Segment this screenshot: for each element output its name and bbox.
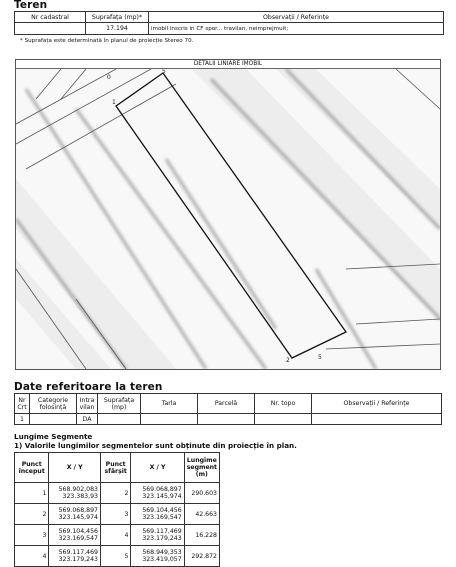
coordinate-value: 323.179,243 [142,535,182,542]
lungime-rows [15,483,220,567]
coordinate-value: 569.104,456 [142,507,182,514]
teren-footnote: * Suprafața este determinată în planul de proiecție Stereo 70. [20,38,194,44]
coordinate-value: 569.068,897 [58,507,98,514]
th-suprafata: Suprafața (mp)* [86,12,149,23]
cell-start-xy [49,546,101,567]
coordinate-value: 569.068,897 [142,486,182,493]
coordinate-value: 323.145,974 [58,514,98,521]
coordinate-value: 323.419,057 [142,556,182,563]
coordinate-value: 323.145,974 [142,493,182,500]
table-row [15,525,220,546]
th-categorie: Categorie folosință [30,394,77,414]
point-label-5: 5 [162,69,166,75]
table-row [15,546,220,567]
table-row [15,483,220,504]
cell-start: 4 [15,546,49,567]
coordinate-value: 569.104,456 [58,528,98,535]
section-title-date-teren: Date referitoare la teren [14,381,163,393]
cell-observatii-ref [312,414,442,425]
th-punct-inceput: Punct început [15,453,49,483]
th-observatii-ref: Observații / Referințe [312,394,442,414]
cell-tarla [141,414,198,425]
date-teren-table [14,393,442,425]
cell-end: 4 [100,525,130,546]
coordinate-value: 568.902,083 [58,486,98,493]
table-row [15,504,220,525]
lungime-subtitle: 1) Valorile lungimilor segmentelor sunt obținute din proiecție în plan. [14,441,297,450]
th-observatii: Observații / Referințe [149,12,444,23]
coordinate-value: 323.179,243 [58,556,98,563]
teren-table [14,11,444,35]
lungime-table [14,452,220,567]
plan-frame [15,59,441,370]
th-suprafata-mp: Suprafața (mp) [98,394,141,414]
cell-length: 16.228 [184,525,219,546]
section-title-lungime: Lungime Segmente [14,432,93,441]
cell-end-xy [131,483,184,504]
cell-start-xy [49,504,101,525]
coordinate-value: 569.117,469 [142,528,182,535]
cell-end: 2 [100,483,130,504]
th-xy-start: X / Y [49,453,101,483]
cell-start: 3 [15,525,49,546]
cell-intravilan: DA [77,414,98,425]
stray-label: 0 [107,74,111,81]
point-label-5b: 5 [318,354,322,361]
th-intravilan: Intra vilan [77,394,98,414]
plan-drawing [16,69,440,369]
th-punct-sfarsit: Punct sfârșit [100,453,130,483]
th-parcela: Parcelă [198,394,255,414]
cell-length: 290.603 [184,483,219,504]
th-nr-cadastral: Nr cadastral [15,12,86,23]
point-label-1: 1 [112,99,116,106]
cell-start-xy [49,525,101,546]
coordinate-value: 569.117,469 [58,549,98,556]
cell-end-xy [131,546,184,567]
cell-nr-crt: 1 [15,414,30,425]
coordinate-value: 323.169,547 [58,535,98,542]
cell-categorie [30,414,77,425]
cell-end-xy [131,504,184,525]
cell-start: 1 [15,483,49,504]
coordinate-value: 323.383,93 [62,493,98,500]
cell-start: 2 [15,504,49,525]
cell-end: 5 [100,546,130,567]
cell-end: 3 [100,504,130,525]
coordinate-value: 568.949,353 [142,549,182,556]
coordinate-value: 323.169,547 [142,514,182,521]
cell-length: 292.872 [184,546,219,567]
plan-header: DETALII LINIARE IMOBIL [16,60,440,69]
cell-observatii: imobil inscris in CF spor... travilan, neimprejmuit; [149,23,444,35]
th-nr-crt: Nr Crt [15,394,30,414]
point-label-2: 2 [286,357,290,364]
cell-nr-topo [255,414,312,425]
cell-suprafata: 17.194 [86,23,149,35]
cell-nr-cadastral [15,23,86,35]
cell-suprafata-mp [98,414,141,425]
cell-end-xy [131,525,184,546]
cell-length: 42.663 [184,504,219,525]
th-nr-topo: Nr. topo [255,394,312,414]
cell-parcela [198,414,255,425]
section-title-teren: Teren [14,0,48,11]
cell-start-xy [49,483,101,504]
th-tarla: Tarla [141,394,198,414]
th-lungime: Lungime segment (m) [184,453,219,483]
th-xy-end: X / Y [131,453,184,483]
